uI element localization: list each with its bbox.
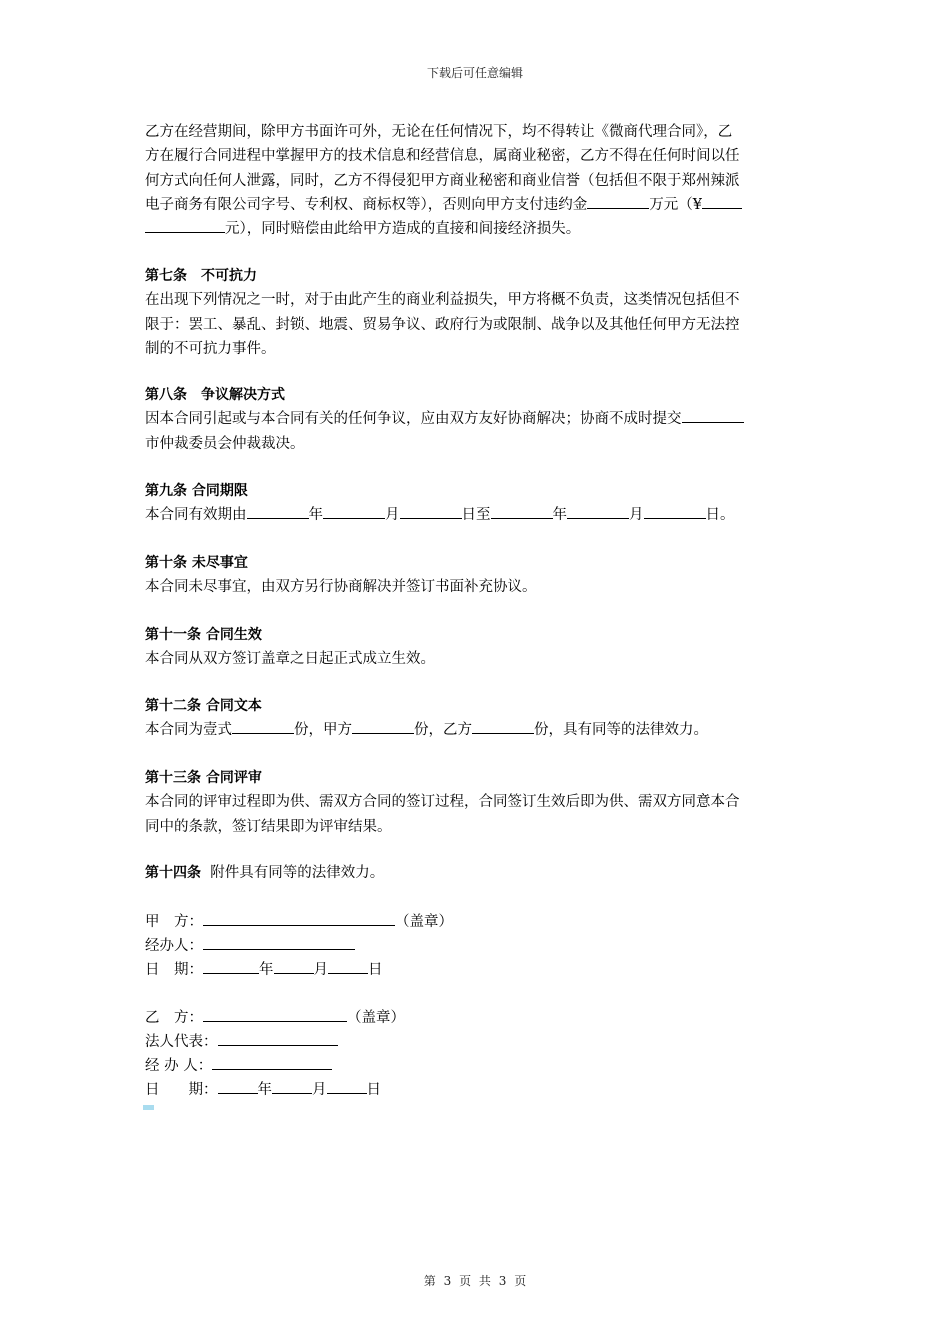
page-header: 下载后可任意编辑 (426, 66, 523, 80)
selection-marker (143, 1105, 154, 1110)
article-text: 份，乙方 (414, 722, 472, 739)
day-label: 日 (368, 962, 383, 978)
month-label: 月 (312, 1082, 327, 1098)
article-heading: 第九条 合同期限 (145, 483, 248, 499)
total-copies-blank (232, 719, 294, 734)
article-heading: 第十三条 合同评审 (145, 770, 262, 786)
article-line: 市仲裁委员会仲裁裁决。 (145, 435, 305, 452)
month-blank (274, 959, 314, 974)
year-label: 年 (308, 507, 323, 524)
party-a-copies-blank (352, 719, 414, 734)
party-b-label: 乙 方： (145, 1010, 203, 1026)
legal-rep-line (145, 1030, 405, 1054)
article-heading: 第八条 争议解决方式 (145, 387, 285, 403)
month-blank (272, 1079, 312, 1094)
seal-label: （盖章） (395, 914, 453, 930)
party-a-label: 甲 方： (145, 914, 203, 930)
article-heading: 第十二条 合同文本 (145, 698, 262, 714)
intro-line: 乙方在经营期间，除甲方书面许可外，无论在任何情况下，均不得转让《微商代理合同》，乙 (145, 124, 733, 140)
date-b-line (145, 1078, 405, 1102)
article-7 (145, 264, 807, 361)
intro-line: 何方式向任何人泄露，同时，乙方不得侵犯甲方商业秘密和商业信誉（包括但不限于郑州辣派 (145, 172, 740, 189)
intro-line: 方在履行合同进程中掌握甲方的技术信息和经营信息，属商业秘密，乙方不得在任何时间以任 (145, 148, 740, 165)
article-line (145, 861, 807, 885)
article-12 (145, 694, 807, 743)
article-heading: 第十条 未尽事宜 (145, 555, 248, 571)
city-blank (682, 408, 744, 423)
agent-a-line (145, 934, 453, 958)
party-a-line (145, 910, 453, 934)
intro-paragraph (145, 120, 807, 241)
agent-label: 经 办 人： (145, 1058, 213, 1074)
agent-label: 经办人： (145, 938, 203, 954)
date-a-line (145, 958, 453, 982)
article-13 (145, 766, 807, 839)
total-page-number: 3 (498, 1274, 507, 1288)
article-11 (145, 623, 807, 672)
date-label: 日 期： (145, 1082, 218, 1098)
party-b-block (145, 1006, 405, 1102)
copies-line (145, 718, 807, 742)
month-label: 月 (385, 507, 400, 524)
day-blank (327, 1079, 367, 1094)
current-page-number: 3 (443, 1274, 452, 1288)
article-9 (145, 479, 807, 528)
party-a-block (145, 910, 453, 982)
day-label: 日 (366, 1082, 381, 1098)
end-label: 日。 (705, 507, 735, 524)
year-blank (203, 959, 259, 974)
article-10 (145, 551, 807, 600)
intro-text: 电子商务有限公司字号、专利权、商标权等），否则向甲方支付违约金 (145, 196, 588, 213)
seal-label: （盖章） (347, 1010, 405, 1026)
agent-a-blank (203, 935, 355, 950)
article-text: 份，甲方 (294, 722, 352, 739)
term-line (145, 503, 807, 527)
end-day-blank (644, 504, 706, 519)
start-day-blank (400, 504, 462, 519)
day-to-label: 日至 (461, 507, 491, 524)
footer-text: 页 (514, 1274, 527, 1288)
article-line: 本合同未尽事宜，由双方另行协商解决并签订书面补充协议。 (145, 579, 537, 596)
amount-blank (702, 194, 742, 209)
day-blank (328, 959, 368, 974)
article-line: 同中的条款，签订结果即为评审结果。 (145, 818, 392, 835)
article-line (145, 407, 807, 431)
article-line: 限于：罢工、暴乱、封锁、地震、贸易争议、政府行为或限制、战争以及其他任何甲方无法控 (145, 316, 740, 333)
year-label: 年 (259, 962, 274, 978)
article-text: 因本合同引起或与本合同有关的任何争议，应由双方友好协商解决；协商不成时提交 (145, 411, 682, 428)
year-label: 年 (552, 507, 567, 524)
penalty-blank (587, 194, 649, 209)
amount-blank-cont (145, 218, 225, 233)
intro-line (145, 193, 807, 217)
article-heading: 第十一条 合同生效 (145, 627, 262, 643)
footer-text: 第 (423, 1274, 436, 1288)
article-text: 本合同为壹式 (145, 722, 232, 739)
article-heading: 第十四条 (145, 865, 201, 881)
page-footer (0, 1272, 950, 1289)
party-a-blank (203, 911, 395, 926)
article-line: 本合同的评审过程即为供、需双方合同的签订过程，合同签订生效后即为供、需双方同意本合 (145, 794, 740, 811)
start-year-blank (247, 504, 309, 519)
intro-text: 万元（¥ (649, 196, 702, 213)
article-14 (145, 861, 807, 885)
article-8 (145, 383, 807, 456)
article-heading: 第七条 不可抗力 (145, 268, 257, 284)
end-year-blank (491, 504, 553, 519)
agent-b-blank (212, 1055, 332, 1070)
date-label: 日 期： (145, 962, 203, 978)
legal-rep-blank (218, 1031, 338, 1046)
intro-text: 元），同时赔偿由此给甲方造成的直接和间接经济损失。 (225, 221, 581, 238)
intro-line (145, 217, 807, 241)
year-label: 年 (257, 1082, 272, 1098)
end-month-blank (567, 504, 629, 519)
article-line: 本合同从双方签订盖章之日起正式成立生效。 (145, 651, 435, 668)
article-line: 在出现下列情况之一时，对于由此产生的商业利益损失，甲方将概不负责，这类情况包括但不 (145, 292, 740, 309)
agent-b-line (145, 1054, 405, 1078)
footer-text: 共 (478, 1274, 491, 1288)
article-text: 附件具有同等的法律效力。 (210, 865, 385, 881)
month-label: 月 (313, 962, 328, 978)
year-blank (218, 1079, 258, 1094)
party-b-line (145, 1006, 405, 1030)
article-text: 份，具有同等的法律效力。 (534, 722, 708, 739)
legal-rep-label: 法人代表： (145, 1034, 218, 1050)
party-b-blank (203, 1007, 347, 1022)
article-line: 制的不可抗力事件。 (145, 340, 276, 357)
footer-text: 页 (459, 1274, 472, 1288)
start-month-blank (323, 504, 385, 519)
month-label: 月 (629, 507, 644, 524)
article-text: 本合同有效期由 (145, 507, 247, 524)
party-b-copies-blank (472, 719, 534, 734)
